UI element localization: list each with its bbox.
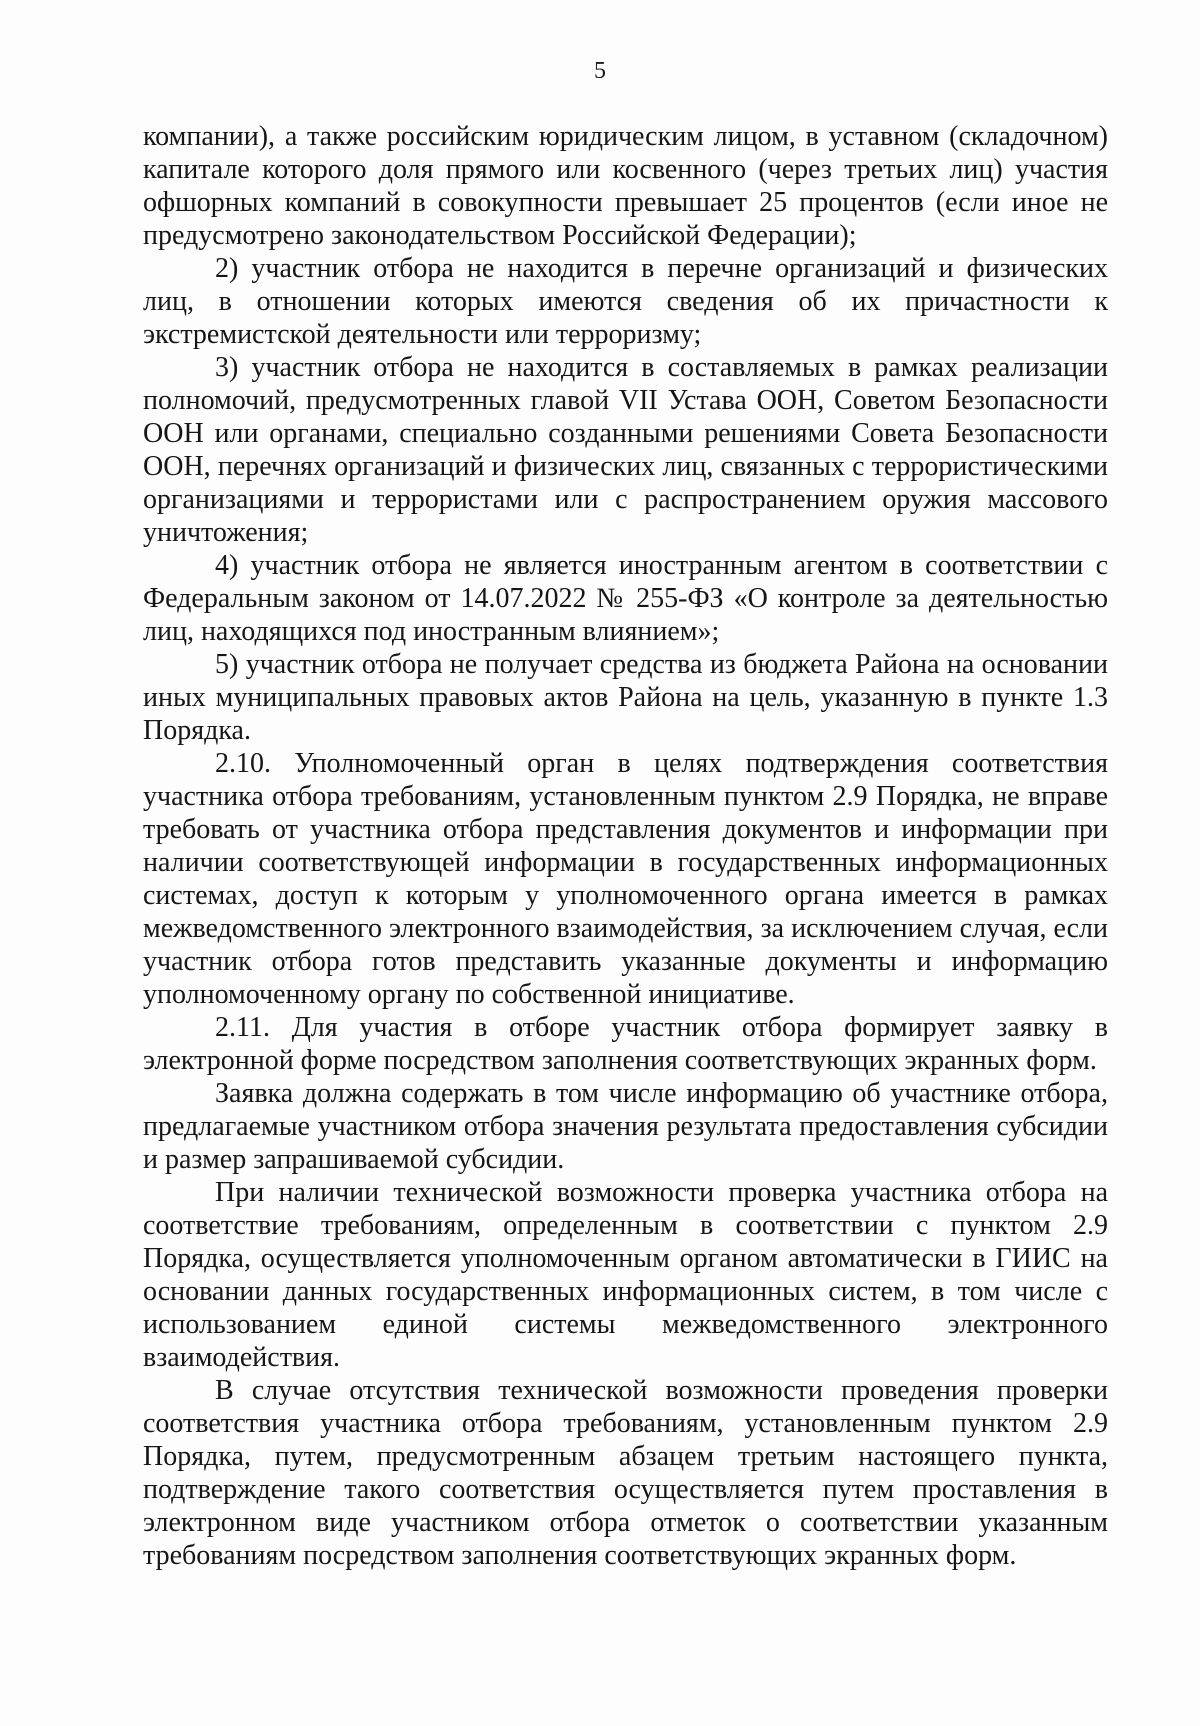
paragraph-item-3: 3) участник отбора не находится в составляемых в рамках реализации полномочий, предусмотренных главой VII Устава ООН, Советом Безопасности ООН или органами, специально созданными решениями Совета Безопасности ООН, перечнях организаций и физических лиц, связанных с террористическими организациями и террористами или с распространением оружия массового уничтожения;	[143, 352, 1108, 548]
paragraph-application-content: Заявка должна содержать в том числе информацию об участнике отбора, предлагаемые участником отбора значения результата предоставления субсидии и размер запрашиваемой субсидии.	[143, 1078, 1108, 1175]
paragraph-item-2: 2) участник отбора не находится в перечне организаций и физических лиц, в отношении которых имеются сведения об их причастности к экстремистской деятельности или терроризму;	[143, 253, 1108, 350]
paragraph-section-2-10: 2.10. Уполномоченный орган в целях подтверждения соответствия участника отбора требованиям, установленным пунктом 2.9 Порядка, не вправе требовать от участника отбора представления документов и информации при наличии соответствующей информации в государственных информационных системах, доступ к которым у уполномоченного органа имеется в рамках межведомственного электронного взаимодействия, за исключением случая, если участник отбора готов представить указанные документы и информацию уполномоченному органу по собственной инициативе.	[143, 748, 1108, 1010]
document-body	[143, 120, 1108, 1572]
paragraph-item-5: 5) участник отбора не получает средства из бюджета Района на основании иных муниципальных правовых актов Района на цель, указанную в пункте 1.3 Порядка.	[143, 649, 1108, 746]
paragraph-manual-confirmation: В случае отсутствия технической возможности проведения проверки соответствия участника отбора требованиям, установленным пунктом 2.9 Порядка, путем, предусмотренным абзацем третьим настоящего пункта, подтверждение такого соответствия осуществляется путем проставления в электронном виде участником отбора отметок о соответствии указанным требованиям посредством заполнения соответствующих экранных форм.	[143, 1375, 1108, 1571]
paragraph-continuation: компании), а также российским юридическим лицом, в уставном (складочном) капитале которого доля прямого или косвенного (через третьих лиц) участия офшорных компаний в совокупности превышает 25 процентов (если иное не предусмотрено законодательством Российской Федерации);	[143, 121, 1108, 251]
paragraph-item-4: 4) участник отбора не является иностранным агентом в соответствии с Федеральным законом от 14.07.2022 № 255-ФЗ «О контроле за деятельностью лиц, находящихся под иностранным влиянием»;	[143, 550, 1108, 647]
paragraph-section-2-11: 2.11. Для участия в отборе участник отбора формирует заявку в электронной форме посредством заполнения соответствующих экранных форм.	[143, 1012, 1108, 1076]
paragraph-automatic-check: При наличии технической возможности проверка участника отбора на соответствие требованиям, определенным в соответствии с пунктом 2.9 Порядка, осуществляется уполномоченным органом автоматически в ГИИС на основании данных государственных информационных систем, в том числе с использованием единой системы межведомственного электронного взаимодействия.	[143, 1177, 1108, 1373]
page-number: 5	[594, 58, 606, 84]
